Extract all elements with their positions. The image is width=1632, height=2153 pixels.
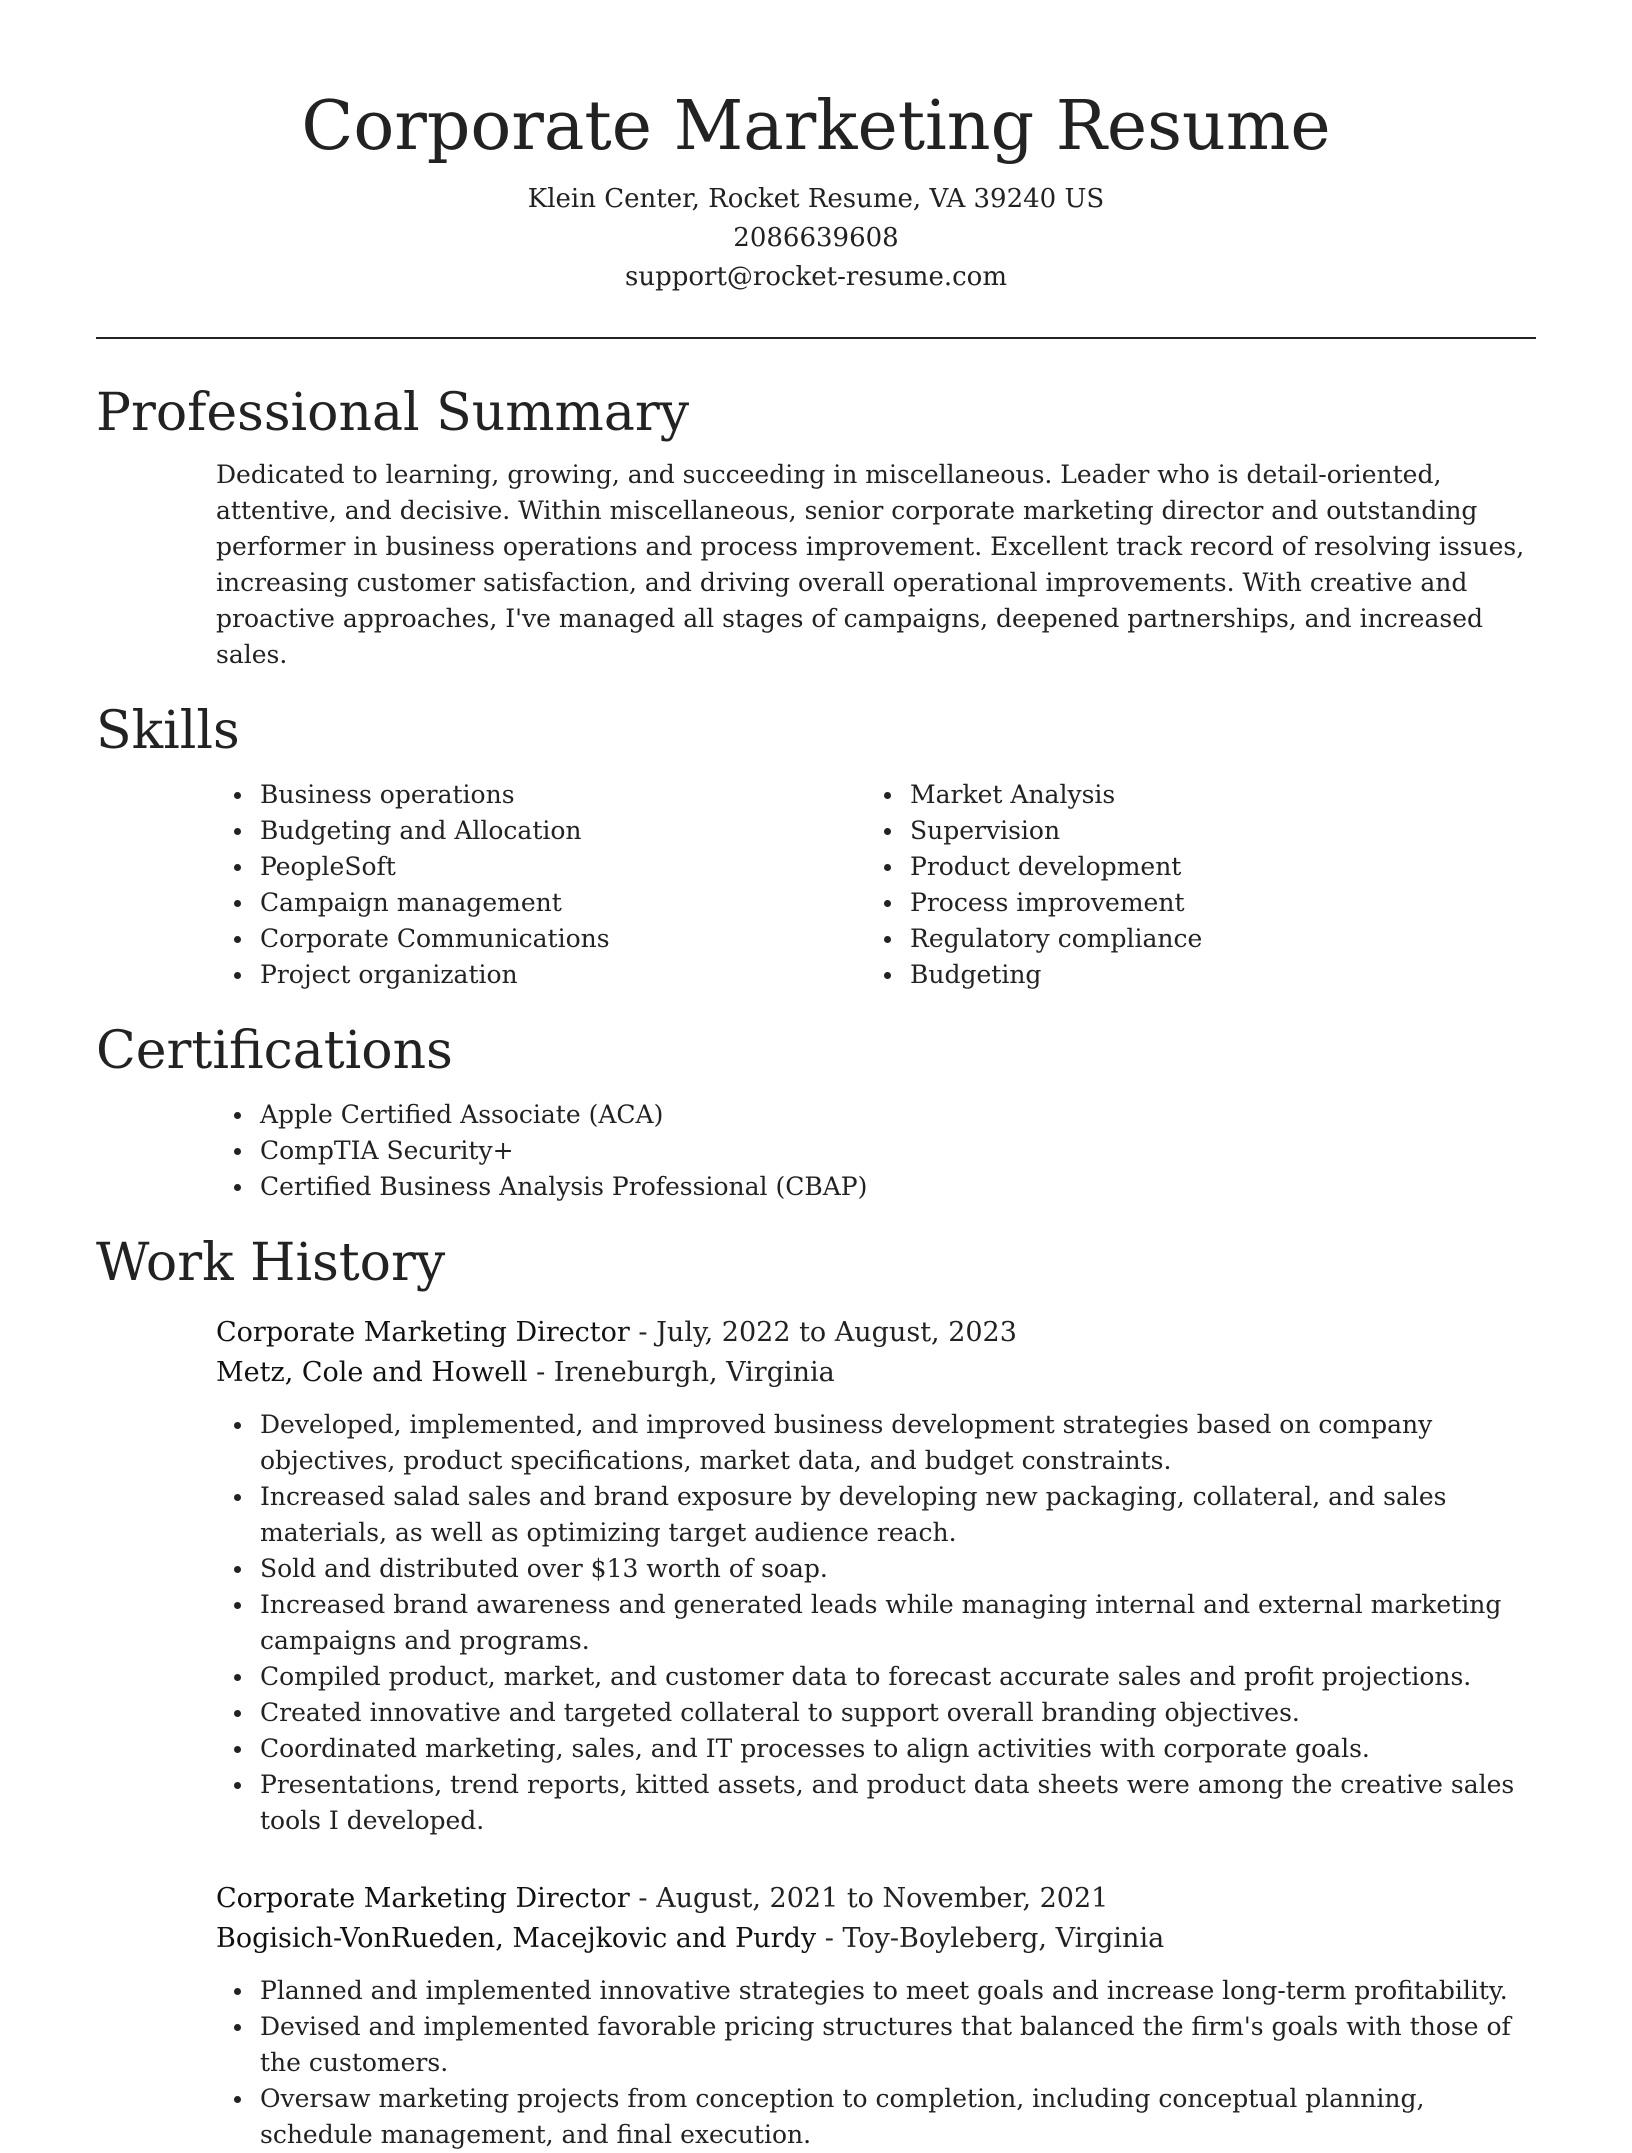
skill-item: Campaign management [216, 885, 866, 921]
job-duty-item: Planned and implemented innovative strategies to meet goals and increase long-term profitability. [216, 1973, 1536, 2009]
skill-item: Project organization [216, 957, 866, 993]
job-role: Corporate Marketing Director [216, 1883, 630, 1914]
resume-title: Corporate Marketing Resume [301, 87, 1331, 166]
skill-item: Regulatory compliance [866, 921, 1466, 957]
skills-list [216, 777, 1536, 993]
skill-item: Budgeting [866, 957, 1466, 993]
skill-item: Corporate Communications [216, 921, 866, 957]
contact-phone: 2086639608 [733, 223, 899, 253]
job-location: Toy-Boyleberg, Virginia [842, 1923, 1165, 1954]
job-duties [216, 1973, 1536, 2153]
job-duties [216, 1407, 1536, 1839]
header-divider [96, 337, 1536, 339]
work-history-heading: Work History [96, 1233, 446, 1293]
resume-header [96, 0, 1536, 297]
job-duty-item: Developed, implemented, and improved business development strategies based on company objectives, product specifications, market data, and budget constraints. [216, 1407, 1536, 1479]
summary-heading: Professional Summary [96, 383, 690, 443]
certification-item: CompTIA Security+ [216, 1133, 1536, 1169]
job-separator: - [527, 1357, 554, 1388]
skill-item: PeopleSoft [216, 849, 866, 885]
job-duty-item: Devised and implemented favorable pricing structures that balanced the firm's goals with those of the customers. [216, 2009, 1536, 2081]
skill-item: Budgeting and Allocation [216, 813, 866, 849]
skill-item: Business operations [216, 777, 866, 813]
work-history-section [216, 1313, 1536, 2153]
skill-item: Market Analysis [866, 777, 1466, 813]
certification-item: Apple Certified Associate (ACA) [216, 1097, 1536, 1133]
summary-section [216, 457, 1536, 673]
job-company-line [216, 1353, 1536, 1393]
contact-email: support@rocket-resume.com [624, 262, 1007, 292]
job-duty-item: Oversaw marketing projects from conception to completion, including conceptual planning, schedule management, and final execution. [216, 2081, 1536, 2153]
job-duty-item: Presentations, trend reports, kitted assets, and product data sheets were among the creative sales tools I developed. [216, 1767, 1536, 1839]
job-duty-item: Increased salad sales and brand exposure by developing new packaging, collateral, and sales materials, as well as optimizing target audience reach. [216, 1479, 1536, 1551]
job-dates: August, 2021 to November, 2021 [656, 1883, 1109, 1914]
job-duty-item: Coordinated marketing, sales, and IT processes to align activities with corporate goals. [216, 1731, 1536, 1767]
skill-item: Process improvement [866, 885, 1466, 921]
skills-column-left [216, 777, 866, 993]
job-title-line [216, 1313, 1536, 1353]
skills-heading: Skills [96, 701, 240, 761]
job-separator: - [629, 1317, 657, 1348]
job-entry [216, 1313, 1536, 1839]
job-role: Corporate Marketing Director [216, 1317, 630, 1348]
job-dates: July, 2022 to August, 2023 [656, 1317, 1017, 1348]
contact-address: Klein Center, Rocket Resume, VA 39240 US [527, 184, 1105, 214]
skill-item: Product development [866, 849, 1466, 885]
job-duty-item: Sold and distributed over $13 worth of soap. [216, 1551, 1536, 1587]
job-separator: - [629, 1883, 657, 1914]
summary-text: Dedicated to learning, growing, and succeeding in miscellaneous. Leader who is detail-oriented, attentive, and decisive. Within miscellaneous, senior corporate marketing director and outstanding performer in business operations and process improvement. Excellent track record of resolving issues, increasing customer satisfaction, and driving overall operational improvements. With creative and proactive approaches, I've managed all stages of campaigns, deepened partnerships, and increased sales. [216, 460, 1525, 669]
job-duty-item: Increased brand awareness and generated leads while managing internal and external marketing campaigns and programs. [216, 1587, 1536, 1659]
certification-item: Certified Business Analysis Professional (CBAP) [216, 1169, 1536, 1205]
job-duty-item: Compiled product, market, and customer data to forecast accurate sales and profit projections. [216, 1659, 1536, 1695]
job-separator: - [816, 1923, 843, 1954]
job-duty-item: Created innovative and targeted collateral to support overall branding objectives. [216, 1695, 1536, 1731]
certifications-list [216, 1097, 1536, 1205]
job-company-line [216, 1919, 1536, 1959]
job-company: Bogisich-VonRueden, Macejkovic and Purdy [216, 1923, 817, 1954]
job-company: Metz, Cole and Howell [216, 1357, 528, 1388]
job-title-line [216, 1879, 1536, 1919]
resume-page [96, 0, 1536, 2153]
certifications-section [216, 1097, 1536, 1205]
skill-item: Supervision [866, 813, 1466, 849]
certifications-heading: Certifications [96, 1021, 453, 1081]
skills-column-right [866, 777, 1466, 993]
contact-info [96, 180, 1536, 297]
job-location: Ireneburgh, Virginia [553, 1357, 835, 1388]
